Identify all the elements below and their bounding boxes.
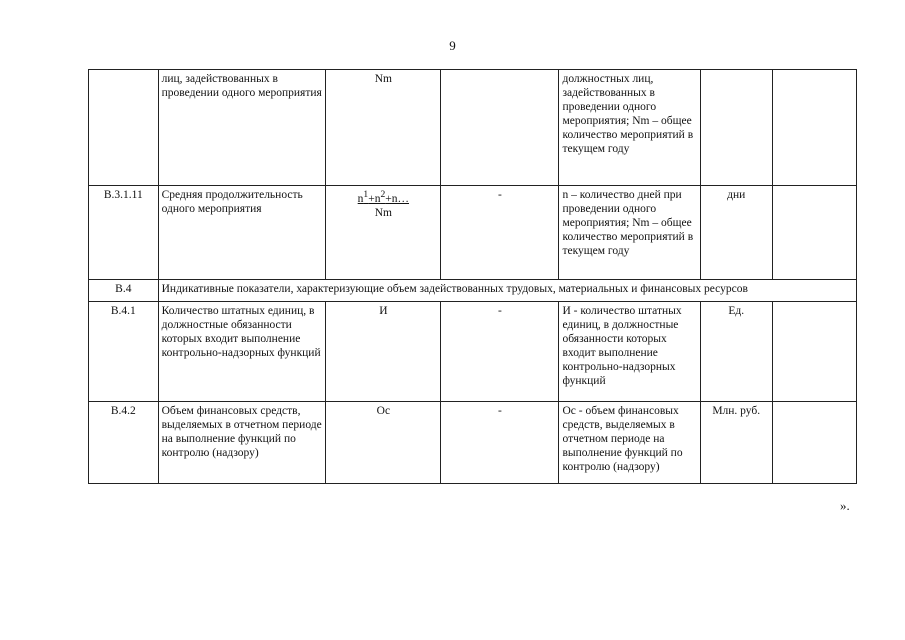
cell-unit <box>700 70 772 186</box>
cell-name: Количество штатных единиц, в должностные обязанности которых входит выполнение контрольно-надзорных функций <box>158 302 326 402</box>
table-row <box>89 186 857 280</box>
cell-formula <box>326 186 441 280</box>
cell-description: n – количество дней при проведении одного мероприятия; Nm – общее количество мероприятий в текущем году <box>559 186 700 280</box>
cell-name: Средняя продолжительность одного мероприятия <box>158 186 326 280</box>
table-row <box>89 302 857 402</box>
cell-formula: Nm <box>326 70 441 186</box>
cell-code: В.4.2 <box>89 402 159 484</box>
cell-col4: - <box>441 402 559 484</box>
cell-code <box>89 70 159 186</box>
page-number: 9 <box>449 38 456 53</box>
cell-unit: Млн. руб. <box>700 402 772 484</box>
cell-col4 <box>441 70 559 186</box>
section-title: Индикативные показатели, характеризующие объем задействованных трудовых, материальных и финансовых ресурсов <box>158 280 856 302</box>
table-row <box>89 70 857 186</box>
cell-col7 <box>772 302 856 402</box>
cell-unit: дни <box>700 186 772 280</box>
table-row <box>89 402 857 484</box>
section-row <box>89 280 857 302</box>
cell-description: И - количество штатных единиц, в должностные обязанности которых входит выполнение контрольно-надзорных функций <box>559 302 700 402</box>
formula-numerator: $n^1+n^2+n\dots$ <box>357 189 410 205</box>
cell-description: должностных лиц, задействованных в проведении одного мероприятия; Nm – общее количество мероприятий в текущем году <box>559 70 700 186</box>
cell-col7 <box>772 70 856 186</box>
cell-code: В.4 <box>89 280 159 302</box>
cell-col7 <box>772 186 856 280</box>
formula-denominator: Nm <box>374 206 392 219</box>
cell-description: Ос - объем финансовых средств, выделяемых в отчетном периоде на выполнение функций по контролю (надзору) <box>559 402 700 484</box>
cell-unit: Ед. <box>700 302 772 402</box>
cell-formula: И <box>326 302 441 402</box>
cell-col7 <box>772 402 856 484</box>
cell-col4: - <box>441 302 559 402</box>
cell-formula: Ос <box>326 402 441 484</box>
closing-quote: ». <box>840 498 850 513</box>
cell-col4: - <box>441 186 559 280</box>
formula-fraction <box>358 188 409 220</box>
cell-code: В.3.1.11 <box>89 186 159 280</box>
indicators-table <box>88 69 857 484</box>
cell-name: Объем финансовых средств, выделяемых в отчетном периоде на выполнение функций по контролю (надзору) <box>158 402 326 484</box>
cell-name: лиц, задействованных в проведении одного мероприятия <box>158 70 326 186</box>
cell-code: В.4.1 <box>89 302 159 402</box>
